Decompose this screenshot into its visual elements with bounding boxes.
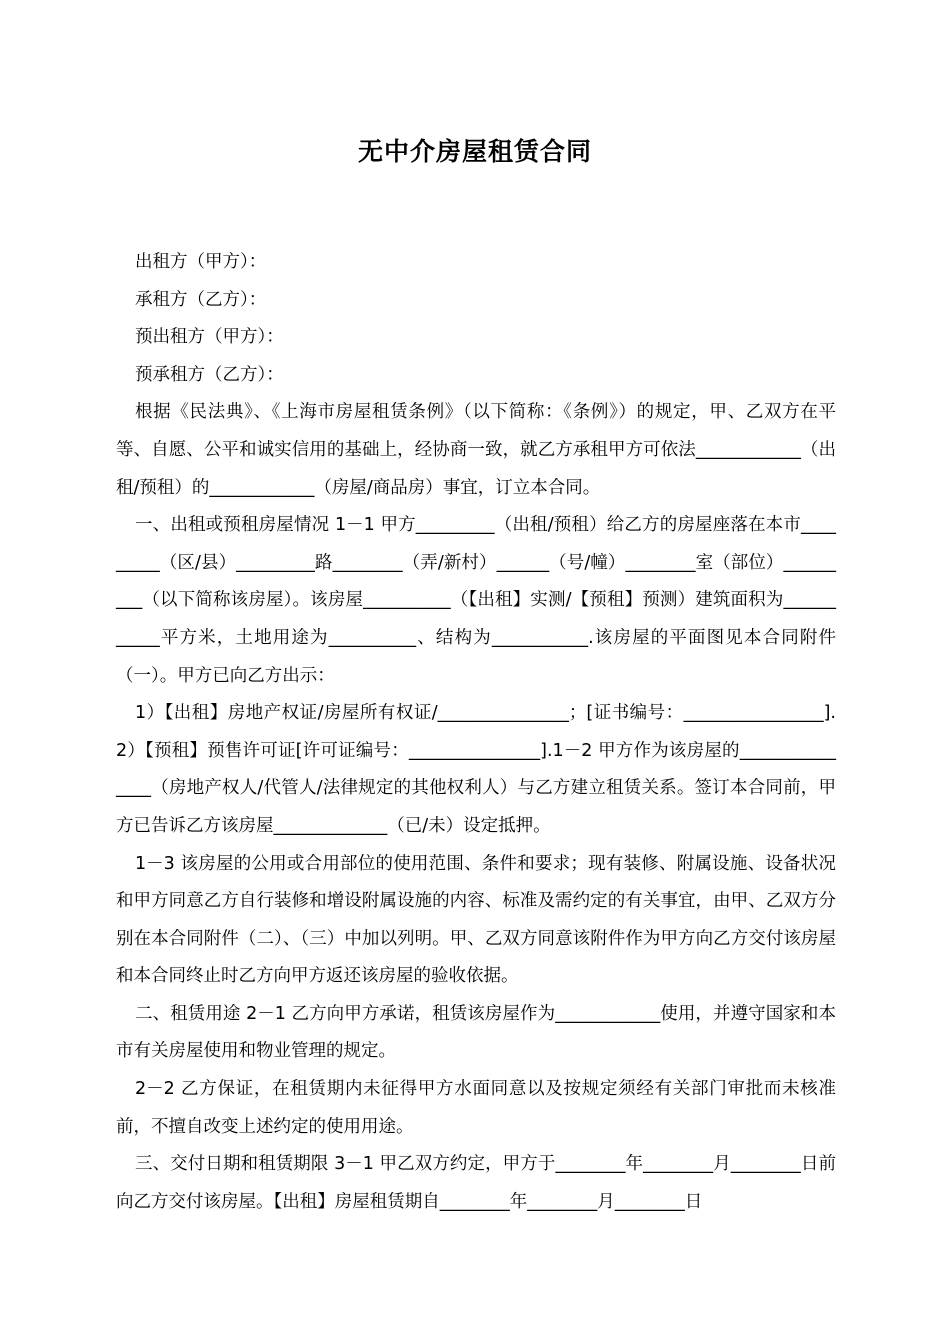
section-1-property-info: 一、出租或预租房屋情况 1－1 甲方_________（出租/预租）给乙方的房屋座落在本市_________（区/县）_________路________（弄/新村）______（号/幢）________室（部位）_________（以下简称该房屋）。该房屋__________（【出租】实测/【预租】预测）建筑面积为___________平方米，土地用途为__________、结构为___________.该房屋的平面图见本合同附件（一）。甲方已向乙方出示： (116, 515, 836, 686)
party-pre-lessee: 预承租方（乙方）： (135, 364, 284, 385)
document-title: 无中介房屋租赁合同 (357, 137, 592, 166)
section-2-1-usage: 二、租赁用途 2－1 乙方向甲方承诺，租赁该房屋作为____________使用，并遵守国家和本市有关房屋使用和物业管理的规定。 (116, 1003, 836, 1062)
contract-body (116, 244, 836, 1221)
preamble-paragraph: 根据《民法典》、《上海市房屋租赁条例》（以下简称：《条例》）的规定，甲、乙双方在平等、自愿、公平和诚实信用的基础上，经协商一致，就乙方承租甲方可依法____________（出租/预租）的____________（房屋/商品房）事宜，订立本合同。 (116, 402, 836, 498)
section-2-2-usage-guarantee: 2－2 乙方保证，在租赁期内未征得甲方水面同意以及按规定须经有关部门审批而未核准前，不擅自改变上述约定的使用用途。 (116, 1079, 836, 1137)
section-1-certificates: 1）【出租】房地产权证/房屋所有权证/_______________；[证书编号：________________].2）【预租】预售许可证[许可证编号：_______________].1－2 甲方作为该房屋的_______________（房地产权人/代管人/法律规定的其他权利人）与乙方建立租赁关系。签订本合同前，甲方已告诉乙方该房屋_____________（已/未）设定抵押。 (116, 703, 836, 836)
section-3-delivery-term: 三、交付日期和租赁期限 3－1 甲乙双方约定，甲方于________年________月________日前向乙方交付该房屋。【出租】房屋租赁期自________年________月________日 (116, 1154, 836, 1212)
party-lessor: 出租方（甲方）： (135, 252, 267, 272)
party-pre-lessor: 预出租方（甲方）： (135, 327, 284, 348)
party-lessee: 承租方（乙方）： (135, 289, 267, 310)
section-1-3-facilities: 1－3 该房屋的公用或合用部位的使用范围、条件和要求；现有装修、附属设施、设备状况和甲方同意乙方自行装修和增设附属设施的内容、标准及需约定的有关事宜，由甲、乙双方分别在本合同附件（二）、（三）中加以列明。甲、乙双方同意该附件作为甲方向乙方交付该房屋和本合同终止时乙方向甲方返还该房屋的验收依据。 (116, 853, 836, 987)
